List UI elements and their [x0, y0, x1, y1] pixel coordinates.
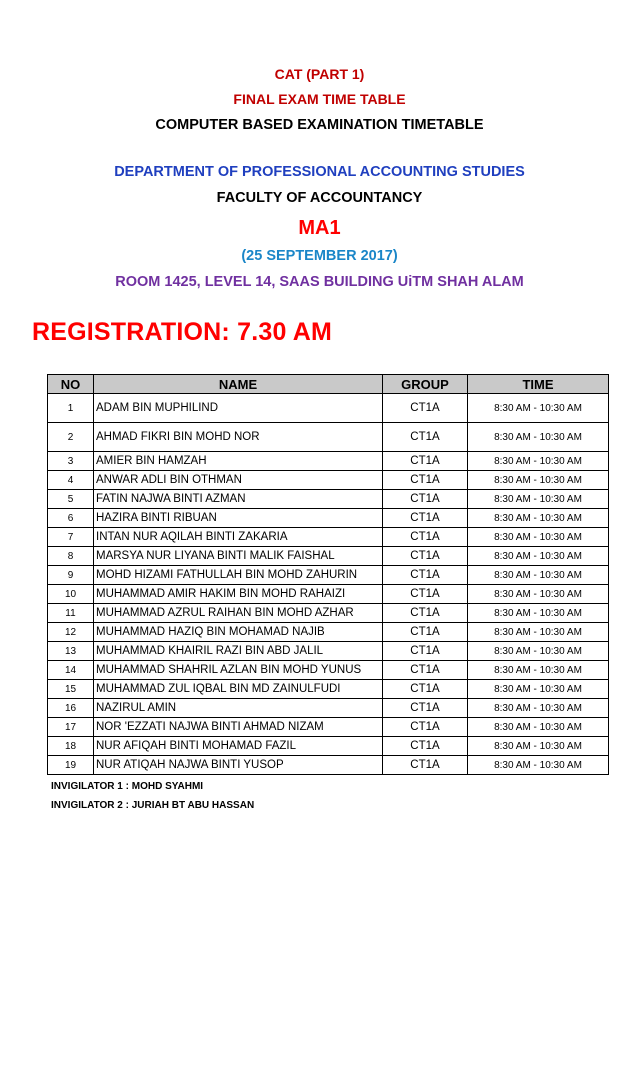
- row-time: 8:30 AM - 10:30 AM: [468, 680, 609, 699]
- row-no: 12: [48, 623, 94, 642]
- row-time: 8:30 AM - 10:30 AM: [468, 623, 609, 642]
- row-time: 8:30 AM - 10:30 AM: [468, 699, 609, 718]
- row-name: ADAM BIN MUPHILIND: [94, 394, 383, 423]
- faculty-name: FACULTY OF ACCOUNTANCY: [216, 190, 423, 206]
- row-no: 1: [48, 394, 94, 423]
- table-body: [48, 394, 609, 775]
- table-row: [48, 642, 609, 661]
- row-time: 8:30 AM - 10:30 AM: [468, 423, 609, 452]
- row-time: 8:30 AM - 10:30 AM: [468, 718, 609, 737]
- row-name: MUHAMMAD SHAHRIL AZLAN BIN MOHD YUNUS: [94, 661, 383, 680]
- row-time: 8:30 AM - 10:30 AM: [468, 528, 609, 547]
- table-row: [48, 623, 609, 642]
- table-row: [48, 452, 609, 471]
- row-name: AMIER BIN HAMZAH: [94, 452, 383, 471]
- row-time: 8:30 AM - 10:30 AM: [468, 490, 609, 509]
- row-group: CT1A: [383, 585, 468, 604]
- row-name: MARSYA NUR LIYANA BINTI MALIK FAISHAL: [94, 547, 383, 566]
- row-no: 2: [48, 423, 94, 452]
- row-no: 4: [48, 471, 94, 490]
- row-no: 17: [48, 718, 94, 737]
- row-name: FATIN NAJWA BINTI AZMAN: [94, 490, 383, 509]
- row-name: NAZIRUL AMIN: [94, 699, 383, 718]
- row-group: CT1A: [383, 547, 468, 566]
- row-no: 13: [48, 642, 94, 661]
- row-no: 11: [48, 604, 94, 623]
- table-row: [48, 547, 609, 566]
- row-name: MUHAMMAD AZRUL RAIHAN BIN MOHD AZHAR: [94, 604, 383, 623]
- row-name: HAZIRA BINTI RIBUAN: [94, 509, 383, 528]
- row-no: 15: [48, 680, 94, 699]
- row-time: 8:30 AM - 10:30 AM: [468, 604, 609, 623]
- row-group: CT1A: [383, 604, 468, 623]
- row-group: CT1A: [383, 699, 468, 718]
- row-name: NOR 'EZZATI NAJWA BINTI AHMAD NIZAM: [94, 718, 383, 737]
- row-group: CT1A: [383, 471, 468, 490]
- row-group: CT1A: [383, 509, 468, 528]
- table-row: [48, 604, 609, 623]
- row-time: 8:30 AM - 10:30 AM: [468, 756, 609, 775]
- row-time: 8:30 AM - 10:30 AM: [468, 452, 609, 471]
- table-row: [48, 718, 609, 737]
- row-time: 8:30 AM - 10:30 AM: [468, 394, 609, 423]
- candidate-table: [47, 374, 609, 775]
- registration-time: REGISTRATION: 7.30 AM: [32, 318, 333, 346]
- row-time: 8:30 AM - 10:30 AM: [468, 471, 609, 490]
- row-group: CT1A: [383, 423, 468, 452]
- invigilator-1: INVIGILATOR 1 : MOHD SYAHMI: [51, 781, 204, 792]
- table-row: [48, 699, 609, 718]
- timetable-title: FINAL EXAM TIME TABLE: [233, 91, 406, 107]
- row-no: 6: [48, 509, 94, 528]
- table-row: [48, 528, 609, 547]
- row-group: CT1A: [383, 718, 468, 737]
- row-group: CT1A: [383, 566, 468, 585]
- row-time: 8:30 AM - 10:30 AM: [468, 509, 609, 528]
- row-no: 18: [48, 737, 94, 756]
- row-name: MOHD HIZAMI FATHULLAH BIN MOHD ZAHURIN: [94, 566, 383, 585]
- table-row: [48, 394, 609, 423]
- row-name: AHMAD FIKRI BIN MOHD NOR: [94, 423, 383, 452]
- row-name: MUHAMMAD HAZIQ BIN MOHAMAD NAJIB: [94, 623, 383, 642]
- row-no: 14: [48, 661, 94, 680]
- row-name: ANWAR ADLI BIN OTHMAN: [94, 471, 383, 490]
- row-name: INTAN NUR AQILAH BINTI ZAKARIA: [94, 528, 383, 547]
- row-time: 8:30 AM - 10:30 AM: [468, 661, 609, 680]
- exam-room: ROOM 1425, LEVEL 14, SAAS BUILDING UiTM SHAH ALAM: [115, 274, 524, 290]
- row-name: NUR AFIQAH BINTI MOHAMAD FAZIL: [94, 737, 383, 756]
- table-row: [48, 756, 609, 775]
- table-row: [48, 680, 609, 699]
- row-group: CT1A: [383, 452, 468, 471]
- row-no: 19: [48, 756, 94, 775]
- row-time: 8:30 AM - 10:30 AM: [468, 566, 609, 585]
- row-time: 8:30 AM - 10:30 AM: [468, 547, 609, 566]
- column-header-no: NO: [48, 375, 94, 394]
- table-row: [48, 509, 609, 528]
- row-no: 7: [48, 528, 94, 547]
- row-group: CT1A: [383, 528, 468, 547]
- row-group: CT1A: [383, 623, 468, 642]
- row-group: CT1A: [383, 490, 468, 509]
- invigilator-2: INVIGILATOR 2 : JURIAH BT ABU HASSAN: [51, 800, 255, 811]
- table-row: [48, 423, 609, 452]
- row-name: NUR ATIQAH NAJWA BINTI YUSOP: [94, 756, 383, 775]
- row-group: CT1A: [383, 661, 468, 680]
- row-group: CT1A: [383, 642, 468, 661]
- row-name: MUHAMMAD ZUL IQBAL BIN MD ZAINULFUDI: [94, 680, 383, 699]
- column-header-group: GROUP: [383, 375, 468, 394]
- row-no: 3: [48, 452, 94, 471]
- row-group: CT1A: [383, 394, 468, 423]
- row-time: 8:30 AM - 10:30 AM: [468, 642, 609, 661]
- row-group: CT1A: [383, 756, 468, 775]
- row-no: 9: [48, 566, 94, 585]
- row-time: 8:30 AM - 10:30 AM: [468, 737, 609, 756]
- row-name: MUHAMMAD KHAIRIL RAZI BIN ABD JALIL: [94, 642, 383, 661]
- row-no: 10: [48, 585, 94, 604]
- department-name: DEPARTMENT OF PROFESSIONAL ACCOUNTING STUDIES: [114, 164, 525, 180]
- exam-date: (25 SEPTEMBER 2017): [241, 248, 398, 264]
- row-group: CT1A: [383, 680, 468, 699]
- cbe-title: COMPUTER BASED EXAMINATION TIMETABLE: [155, 117, 484, 133]
- row-group: CT1A: [383, 737, 468, 756]
- table-header-row: [48, 375, 609, 394]
- row-no: 8: [48, 547, 94, 566]
- row-no: 16: [48, 699, 94, 718]
- table-row: [48, 661, 609, 680]
- table-row: [48, 471, 609, 490]
- table-row: [48, 490, 609, 509]
- table-row: [48, 585, 609, 604]
- exam-part-title: CAT (PART 1): [274, 66, 365, 82]
- column-header-time: TIME: [468, 375, 609, 394]
- column-header-name: NAME: [94, 375, 383, 394]
- class-code: MA1: [298, 217, 341, 239]
- table-row: [48, 737, 609, 756]
- row-name: MUHAMMAD AMIR HAKIM BIN MOHD RAHAIZI: [94, 585, 383, 604]
- row-time: 8:30 AM - 10:30 AM: [468, 585, 609, 604]
- table-row: [48, 566, 609, 585]
- row-no: 5: [48, 490, 94, 509]
